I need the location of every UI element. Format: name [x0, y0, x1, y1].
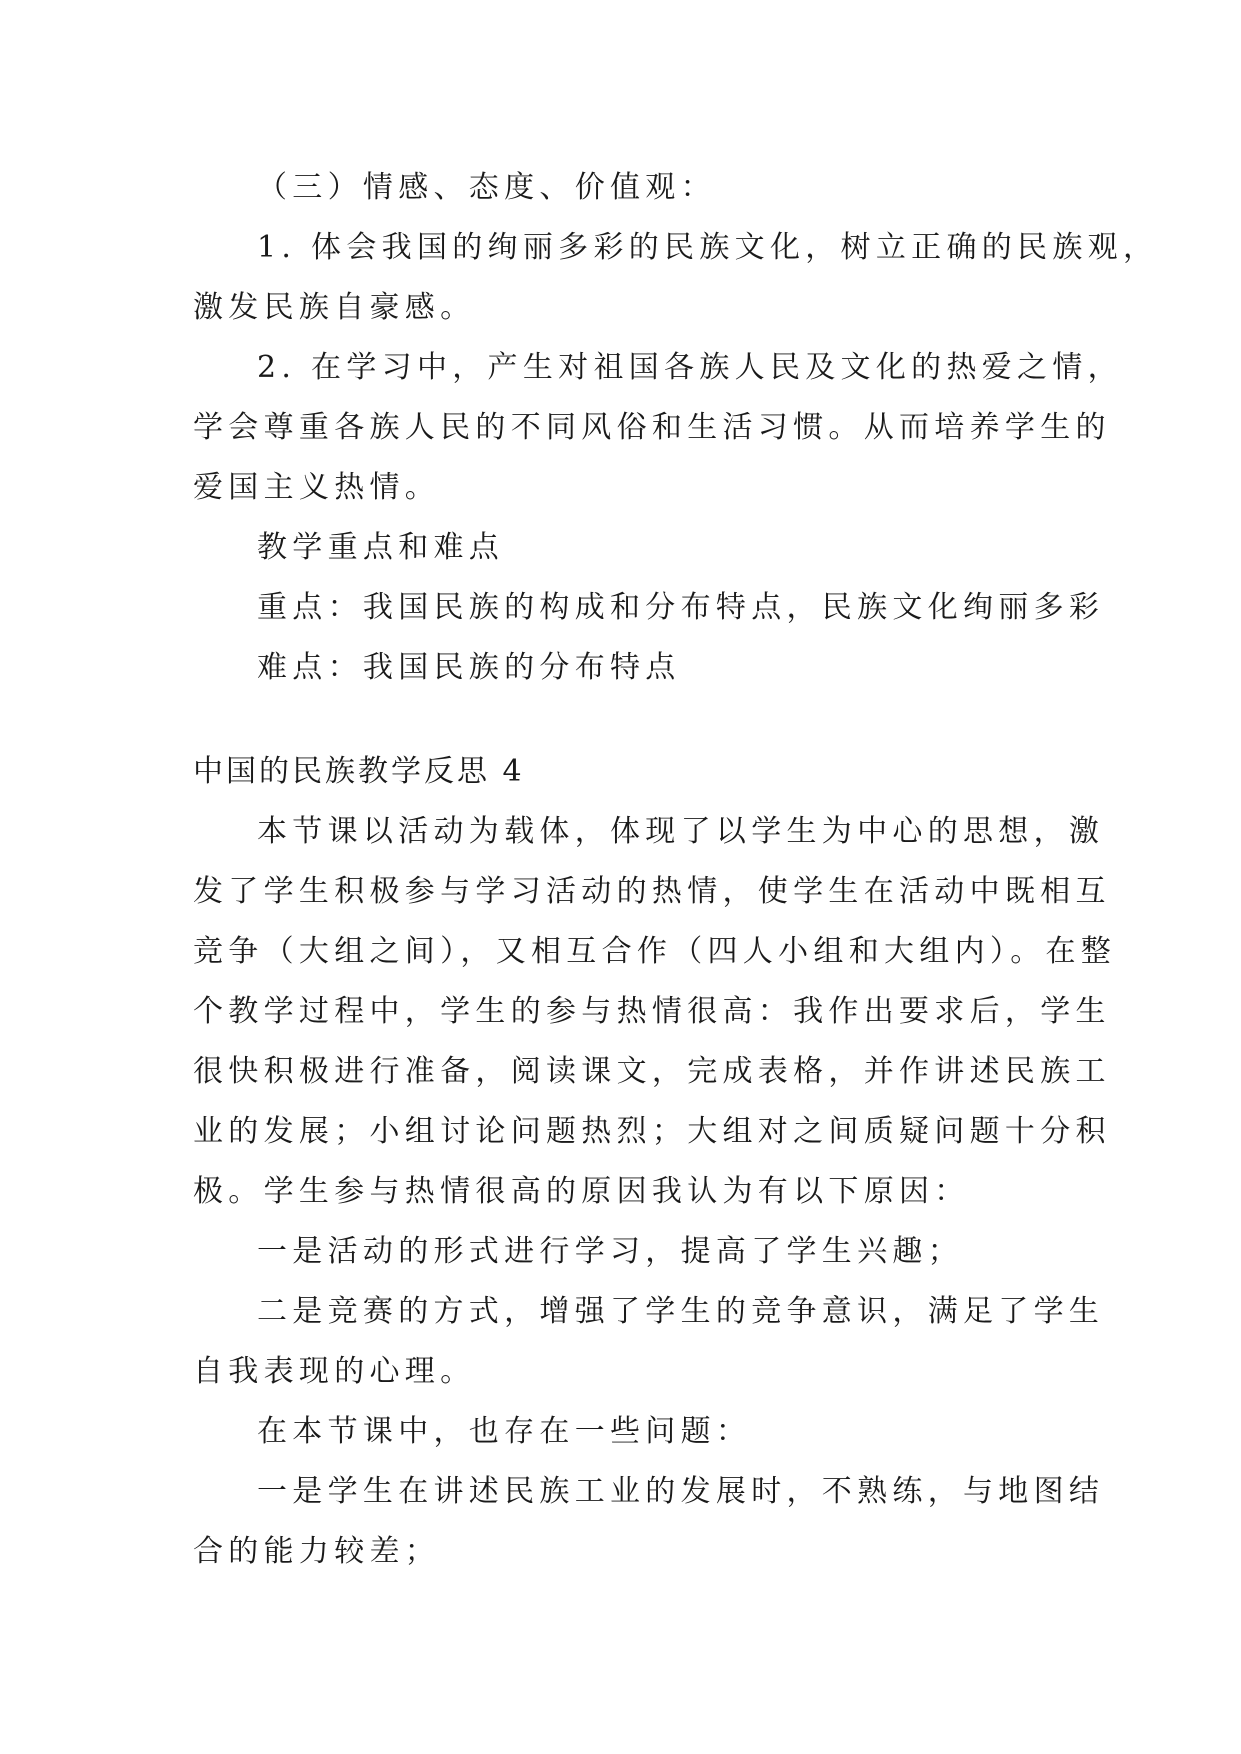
- problems-intro: 在本节课中，也存在一些问题：: [257, 1414, 752, 1449]
- paragraph-line: 业的发展；小组讨论问题热烈；大组对之间质疑问题十分积: [193, 1114, 1111, 1149]
- difficult-point: 难点：我国民族的分布特点: [257, 650, 681, 685]
- paragraph-line: 本节课以活动为载体，体现了以学生为中心的思想，激: [257, 814, 1105, 849]
- reason-2-line-2: 自我表现的心理。: [193, 1354, 476, 1389]
- key-point: 重点：我国民族的构成和分布特点，民族文化绚丽多彩: [257, 590, 1105, 625]
- reason-2-line-1: 二是竞赛的方式，增强了学生的竞争意识，满足了学生: [257, 1294, 1105, 1329]
- paragraph-line: 竞争（大组之间），又相互合作（四人小组和大组内）。在整: [193, 934, 1117, 969]
- paragraph-line: 极。学生参与热情很高的原因我认为有以下原因：: [193, 1174, 970, 1209]
- item-2-line-2: 学会尊重各族人民的不同风俗和生活习惯。从而培养学生的: [193, 410, 1111, 445]
- problem-1-line-1: 一是学生在讲述民族工业的发展时，不熟练，与地图结: [257, 1474, 1105, 1509]
- section-title: （三）情感、态度、价值观：: [257, 170, 716, 205]
- item-2-line-1: 2. 在学习中，产生对祖国各族人民及文化的热爱之情，: [257, 350, 1123, 385]
- item-1-line-1: 1. 体会我国的绚丽多彩的民族文化，树立正确的民族观，: [257, 230, 1159, 265]
- reflection-title: 中国的民族教学反思 4: [193, 754, 525, 789]
- paragraph-line: 发了学生积极参与学习活动的热情，使学生在活动中既相互: [193, 874, 1111, 909]
- reason-1: 一是活动的形式进行学习，提高了学生兴趣；: [257, 1234, 963, 1269]
- key-points-title: 教学重点和难点: [257, 530, 505, 565]
- item-2-line-3: 爱国主义热情。: [193, 470, 441, 505]
- item-1-line-2: 激发民族自豪感。: [193, 290, 476, 325]
- problem-1-line-2: 合的能力较差；: [193, 1534, 441, 1569]
- paragraph-line: 个教学过程中，学生的参与热情很高：我作出要求后，学生: [193, 994, 1111, 1029]
- paragraph-line: 很快积极进行准备，阅读课文，完成表格，并作讲述民族工: [193, 1054, 1111, 1089]
